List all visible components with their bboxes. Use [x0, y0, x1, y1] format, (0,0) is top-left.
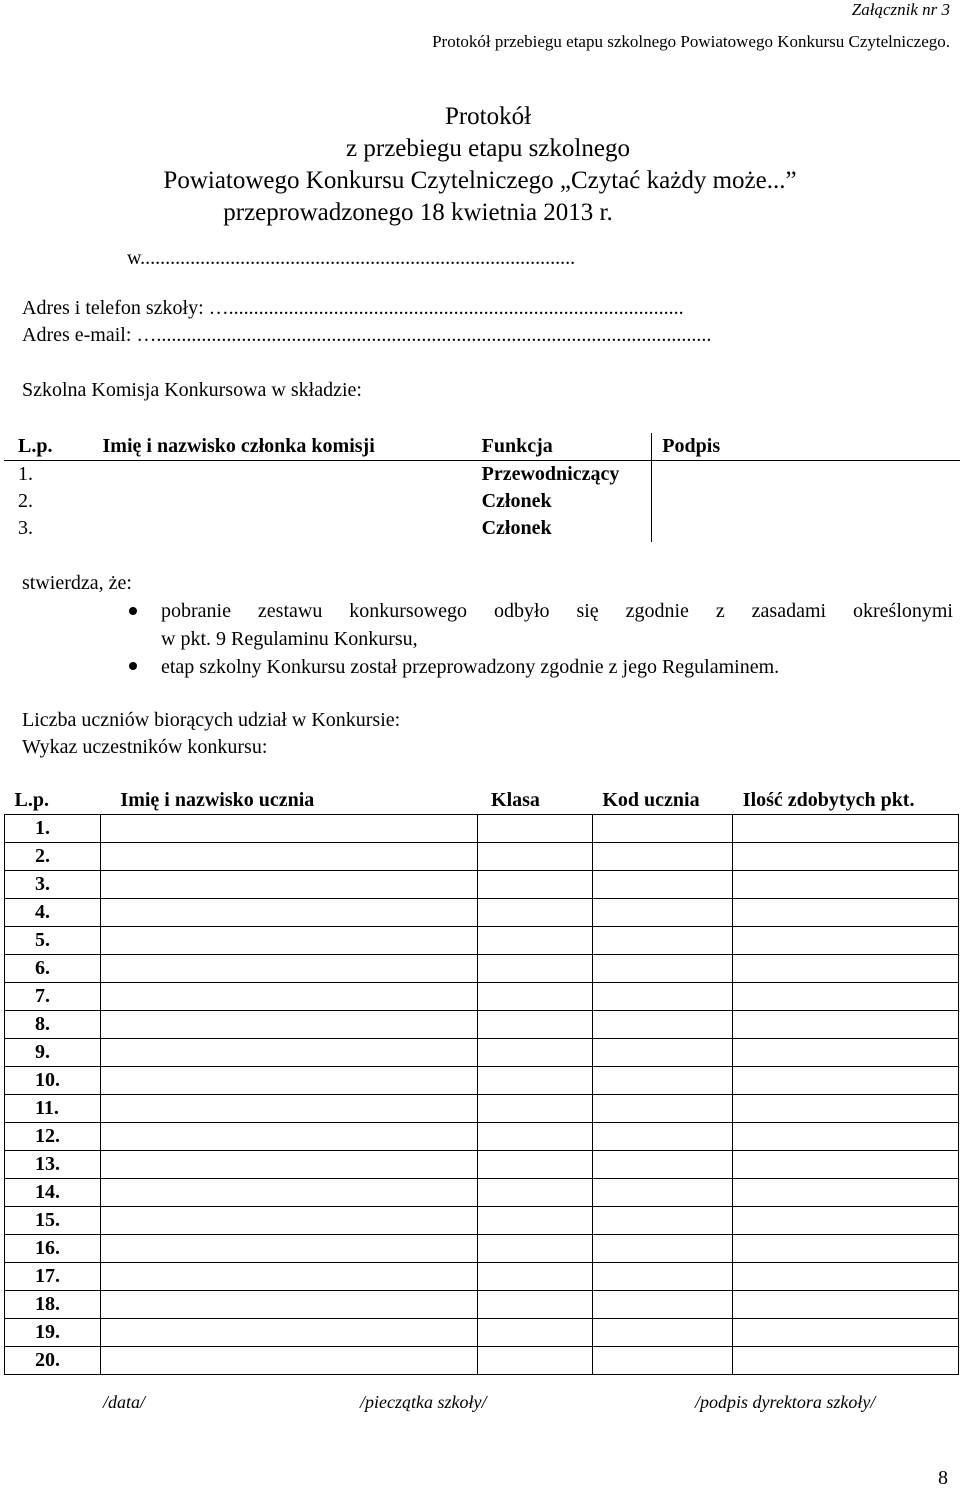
points-cell[interactable] [733, 1151, 959, 1179]
row-no: 13. [5, 1151, 101, 1179]
row-no: 18. [5, 1291, 101, 1319]
participants-count-label: Liczba uczniów biorących udział w Konkursie: [22, 709, 401, 731]
row-no: 3. [5, 871, 101, 899]
role-cell: Członek [482, 488, 652, 515]
header-class: Klasa [477, 787, 592, 815]
student-name-cell[interactable] [100, 955, 477, 983]
member-name-cell[interactable] [103, 488, 482, 515]
member-name-cell[interactable] [103, 461, 482, 489]
class-cell[interactable] [477, 871, 592, 899]
class-cell[interactable] [477, 1039, 592, 1067]
class-cell[interactable] [477, 1263, 592, 1291]
signature-cell[interactable] [652, 461, 960, 489]
row-no: 4. [5, 899, 101, 927]
points-cell[interactable] [733, 955, 959, 983]
student-name-cell[interactable] [100, 1291, 477, 1319]
class-cell[interactable] [477, 1011, 592, 1039]
student-code-cell[interactable] [592, 1263, 732, 1291]
table-row [4, 515, 960, 542]
student-code-cell[interactable] [592, 1011, 732, 1039]
student-name-cell[interactable] [100, 983, 477, 1011]
student-name-cell[interactable] [100, 1263, 477, 1291]
participants-table-header [5, 787, 959, 815]
student-name-cell[interactable] [100, 1095, 477, 1123]
points-cell[interactable] [733, 1235, 959, 1263]
director-signature-label: /podpis dyrektora szkoły/ [695, 1392, 876, 1412]
class-cell[interactable] [477, 1291, 592, 1319]
header-no: L.p. [5, 787, 101, 815]
class-cell[interactable] [477, 1151, 592, 1179]
student-code-cell[interactable] [592, 983, 732, 1011]
row-no: 1. [18, 463, 33, 485]
bullet-icon [129, 662, 137, 670]
points-cell[interactable] [733, 1263, 959, 1291]
student-code-cell[interactable] [592, 1347, 732, 1375]
student-code-cell[interactable] [592, 955, 732, 983]
points-cell[interactable] [733, 927, 959, 955]
table-row [5, 1123, 959, 1151]
table-row [5, 1067, 959, 1095]
row-no: 16. [5, 1235, 101, 1263]
student-name-cell[interactable] [100, 1151, 477, 1179]
class-cell[interactable] [477, 983, 592, 1011]
points-cell[interactable] [733, 1123, 959, 1151]
points-cell[interactable] [733, 983, 959, 1011]
member-name-cell[interactable] [103, 515, 482, 542]
student-name-cell[interactable] [100, 1011, 477, 1039]
statement-intro: stwierdza, że: [22, 572, 132, 594]
class-cell[interactable] [477, 1319, 592, 1347]
row-no: 17. [5, 1263, 101, 1291]
points-cell[interactable] [733, 843, 959, 871]
student-name-cell[interactable] [100, 1207, 477, 1235]
table-row [5, 1235, 959, 1263]
student-name-cell[interactable] [100, 815, 477, 843]
table-row [5, 843, 959, 871]
role-cell: Członek [482, 515, 652, 542]
row-no: 1. [5, 815, 101, 843]
points-cell[interactable] [733, 1011, 959, 1039]
row-no: 3. [18, 517, 33, 539]
signature-cell[interactable] [652, 488, 960, 515]
table-row [4, 488, 960, 515]
class-cell[interactable] [477, 843, 592, 871]
class-cell[interactable] [477, 1235, 592, 1263]
row-no: 15. [5, 1207, 101, 1235]
student-name-cell[interactable] [100, 1319, 477, 1347]
document-title: Protokół [444, 103, 532, 130]
student-code-cell[interactable] [592, 1151, 732, 1179]
class-cell[interactable] [477, 1347, 592, 1375]
student-code-cell[interactable] [592, 1123, 732, 1151]
points-cell[interactable] [733, 1039, 959, 1067]
commission-intro: Szkolna Komisja Konkursowa w składzie: [22, 379, 362, 401]
student-name-cell[interactable] [100, 1067, 477, 1095]
table-row [5, 1319, 959, 1347]
table-row [5, 1151, 959, 1179]
row-no: 5. [5, 927, 101, 955]
table-row [5, 1179, 959, 1207]
title-line-3: Powiatowego Konkursu Czytelniczego „Czytać każdy może...” [163, 167, 797, 194]
student-code-cell[interactable] [592, 1319, 732, 1347]
table-row [5, 1347, 959, 1375]
page-number: 8 [938, 1467, 948, 1489]
row-no: 9. [5, 1039, 101, 1067]
student-name-cell[interactable] [100, 1123, 477, 1151]
table-row [5, 899, 959, 927]
annex-label: Załącznik nr 3 [851, 0, 950, 19]
table-row [5, 815, 959, 843]
student-code-cell[interactable] [592, 1235, 732, 1263]
class-cell[interactable] [477, 1207, 592, 1235]
student-name-cell[interactable] [100, 899, 477, 927]
table-row [5, 1095, 959, 1123]
table-row [5, 871, 959, 899]
student-code-cell[interactable] [592, 815, 732, 843]
school-address-field[interactable]: Adres i telefon szkoły: …........................................................................................... [22, 297, 684, 319]
points-cell[interactable] [733, 899, 959, 927]
student-code-cell[interactable] [592, 927, 732, 955]
row-no: 12. [5, 1123, 101, 1151]
row-no: 2. [18, 490, 33, 512]
table-row [5, 1011, 959, 1039]
class-cell[interactable] [477, 815, 592, 843]
commission-table [4, 433, 960, 542]
student-name-cell[interactable] [100, 1235, 477, 1263]
header-student-name: Imię i nazwisko ucznia [100, 787, 477, 815]
student-name-cell[interactable] [100, 843, 477, 871]
stamp-signature-label: /pieczątka szkoły/ [360, 1392, 487, 1412]
class-cell[interactable] [477, 1067, 592, 1095]
student-name-cell[interactable] [100, 871, 477, 899]
student-code-cell[interactable] [592, 1095, 732, 1123]
points-cell[interactable] [733, 1347, 959, 1375]
points-cell[interactable] [733, 815, 959, 843]
row-no: 14. [5, 1179, 101, 1207]
points-cell[interactable] [733, 1095, 959, 1123]
class-cell[interactable] [477, 927, 592, 955]
row-no: 11. [5, 1095, 101, 1123]
signature-cell[interactable] [652, 515, 960, 542]
student-name-cell[interactable] [100, 1179, 477, 1207]
bullet-icon [129, 607, 137, 615]
points-cell[interactable] [733, 1319, 959, 1347]
header-role: Funkcja [482, 433, 652, 461]
student-name-cell[interactable] [100, 1039, 477, 1067]
date-signature-label: /data/ [103, 1392, 146, 1412]
row-no: 7. [5, 983, 101, 1011]
table-row [5, 1263, 959, 1291]
class-cell[interactable] [477, 955, 592, 983]
points-cell[interactable] [733, 871, 959, 899]
student-code-cell[interactable] [592, 899, 732, 927]
student-code-cell[interactable] [592, 843, 732, 871]
student-code-cell[interactable] [592, 1039, 732, 1067]
participants-list-label: Wykaz uczestników konkursu: [22, 736, 268, 758]
participants-table [4, 787, 959, 1375]
header-member-name: Imię i nazwisko członka komisji [103, 433, 482, 461]
table-row [5, 983, 959, 1011]
row-no: 20. [5, 1347, 101, 1375]
student-code-cell[interactable] [592, 1067, 732, 1095]
header-no: L.p. [4, 433, 103, 461]
role-cell: Przewodniczący [482, 461, 652, 489]
row-no: 19. [5, 1319, 101, 1347]
header-signature: Podpis [652, 433, 960, 461]
statement-bullet-1: pobranie zestawu konkursowego odbyło się zgodnie z zasadami określonymi [161, 600, 953, 622]
points-cell[interactable] [733, 1207, 959, 1235]
title-line-4: przeprowadzonego 18 kwietnia 2013 r. [223, 199, 613, 226]
place-field[interactable]: w....................................................................................... [127, 247, 576, 269]
statement-bullet-1-cont: w pkt. 9 Regulaminu Konkursu, [161, 628, 418, 650]
commission-table-header [4, 433, 960, 461]
class-cell[interactable] [477, 899, 592, 927]
header-points: Ilość zdobytych pkt. [733, 787, 959, 815]
student-code-cell[interactable] [592, 871, 732, 899]
points-cell[interactable] [733, 1067, 959, 1095]
class-cell[interactable] [477, 1095, 592, 1123]
header-student-code: Kod ucznia [592, 787, 732, 815]
table-row [5, 927, 959, 955]
points-cell[interactable] [733, 1291, 959, 1319]
student-name-cell[interactable] [100, 927, 477, 955]
student-code-cell[interactable] [592, 1207, 732, 1235]
table-row [5, 1039, 959, 1067]
table-row [5, 955, 959, 983]
class-cell[interactable] [477, 1123, 592, 1151]
student-code-cell[interactable] [592, 1179, 732, 1207]
student-name-cell[interactable] [100, 1347, 477, 1375]
statement-bullet-2: etap szkolny Konkursu został przeprowadzony zgodnie z jego Regulaminem. [161, 656, 780, 678]
table-row [4, 461, 960, 489]
row-no: 8. [5, 1011, 101, 1039]
table-row [5, 1207, 959, 1235]
row-no: 6. [5, 955, 101, 983]
table-row [5, 1291, 959, 1319]
header-subtitle: Protokół przebiegu etapu szkolnego Powiatowego Konkursu Czytelniczego. [432, 32, 950, 51]
row-no: 2. [5, 843, 101, 871]
row-no: 10. [5, 1067, 101, 1095]
email-field[interactable]: Adres e-mail: …............................................................................................................... [22, 324, 712, 346]
points-cell[interactable] [733, 1179, 959, 1207]
title-line-2: z przebiegu etapu szkolnego [346, 135, 630, 162]
class-cell[interactable] [477, 1179, 592, 1207]
student-code-cell[interactable] [592, 1291, 732, 1319]
